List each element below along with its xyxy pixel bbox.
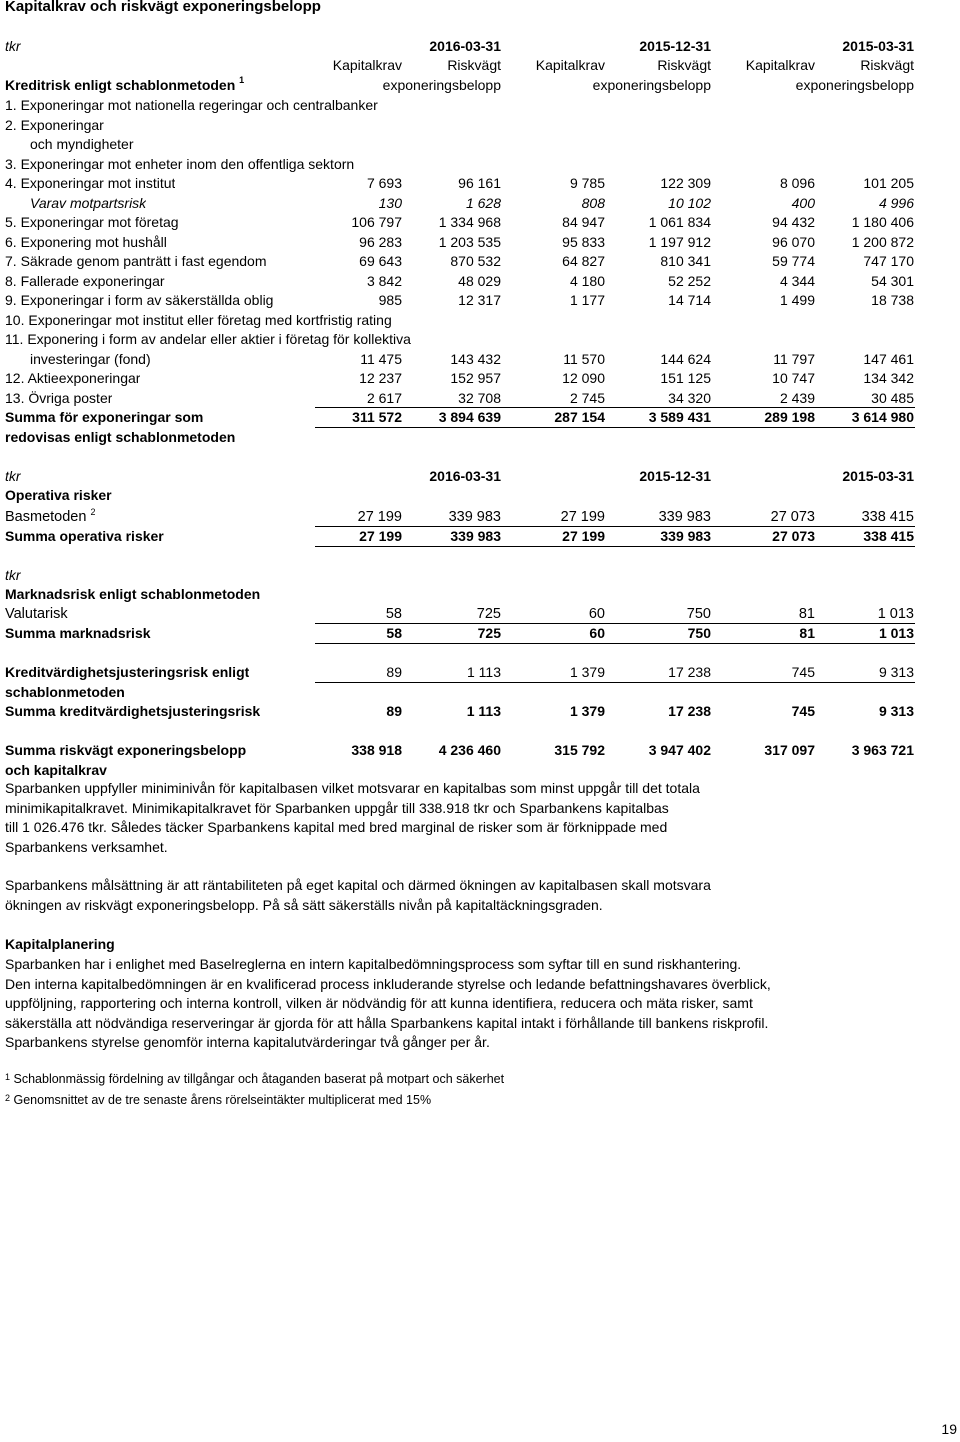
market-section-row (0, 584, 960, 604)
table-cell: 8 096 (779, 175, 815, 191)
credit-sum-label: Summa för exponeringar som (5, 409, 204, 425)
table-cell: 1 628 (465, 194, 501, 211)
table-cell: 2 617 (366, 389, 402, 406)
oper-row-label: Basmetoden $^2$ (5, 507, 96, 525)
table-cell: 11 570 (563, 350, 605, 367)
table-cell: 339 983 (450, 528, 501, 544)
table-cell: 317 097 (764, 742, 815, 758)
table-cell: 27 199 (560, 509, 605, 525)
table-row (0, 310, 960, 330)
unit-label: tkr (5, 567, 21, 583)
col-riskvagt: Riskvägt (447, 57, 501, 73)
divider (315, 407, 915, 408)
table-row (0, 115, 960, 135)
table-row (0, 349, 960, 369)
oper-header (0, 466, 960, 486)
table-cell: 1 177 (569, 292, 605, 308)
cva-sum-label: Summa kreditvärdighetsjusteringsrisk (5, 703, 261, 719)
table-cell: 27 073 (772, 528, 815, 544)
oper-section-label: Operativa risker (5, 487, 112, 503)
credit-header-cols (0, 55, 960, 75)
table-cell: 1 113 (466, 703, 501, 719)
cva-row-2 (0, 682, 960, 702)
row-label: 11. Exponering i form av andelar eller aktier i företag för kollektiva (5, 331, 411, 347)
table-cell: 808 (581, 194, 605, 211)
table-cell: 18 738 (871, 292, 914, 308)
table-cell: 10 747 (772, 370, 815, 386)
date-2015-12: 2015-12-31 (639, 38, 711, 54)
table-cell: 725 (476, 606, 501, 622)
table-cell: 9 313 (878, 664, 914, 680)
date-2016: 2016-03-31 (429, 38, 501, 54)
date-2015-12: 2015-12-31 (639, 468, 711, 484)
table-cell: 58 (385, 606, 402, 622)
table-cell: 96 161 (458, 175, 501, 191)
table-cell: 1 200 872 (851, 233, 914, 250)
divider (315, 643, 915, 644)
table-cell: 339 983 (448, 509, 501, 525)
table-cell: 89 (386, 664, 402, 680)
table-cell: 27 199 (357, 509, 402, 525)
table-cell: 34 320 (668, 389, 711, 406)
table-row (0, 212, 960, 232)
table-cell: 134 342 (863, 370, 914, 386)
market-section-label: Marknadsrisk enligt schablonmetoden (5, 586, 261, 602)
oper-section-row (0, 485, 960, 505)
table-cell: 59 774 (772, 253, 815, 269)
table-cell: 725 (477, 625, 501, 641)
row-label: 2. Exponeringar (5, 116, 104, 133)
table-row (0, 271, 960, 291)
row-label: 1. Exponeringar mot nationella regeringar och centralbanker (5, 97, 378, 113)
table-cell: 315 792 (554, 742, 605, 758)
table-cell: 1 203 535 (438, 233, 501, 250)
row-label: 8. Fallerade exponeringar (5, 272, 165, 289)
footnote-2: $^2$ Genomsnittet av de tre senaste årens rörelseintäkter multiplicerat med 15% (5, 1093, 432, 1107)
table-cell: 2 439 (779, 389, 815, 406)
table-cell: 122 309 (660, 175, 711, 191)
total-row (0, 740, 960, 760)
section-heading-kapitalplanering: Kapitalplanering (5, 936, 115, 952)
table-row (0, 193, 960, 213)
table-cell: 27 199 (562, 528, 605, 544)
col-exponeringsbelopp: exponeringsbelopp (795, 77, 914, 93)
oper-sum-label: Summa operativa risker (5, 528, 164, 544)
credit-header-dates (0, 36, 960, 56)
table-cell: 9 785 (569, 175, 605, 191)
table-cell: 96 070 (772, 233, 815, 250)
table-row (0, 95, 960, 115)
cva-sum-row (0, 701, 960, 721)
date-2015-03: 2015-03-31 (842, 468, 914, 484)
table-cell: 1 334 968 (438, 214, 501, 230)
credit-sum-label-2: redovisas enligt schablonmetoden (5, 429, 236, 445)
paragraph-2: Sparbankens målsättning är att räntabiliteten på eget kapital och därmed ökningen av kapitalbasen skall motsvara ökningen av riskvägt exponeringsbelopp. På så sätt säkerställs nivån på kapitaltäckningsgraden. (5, 877, 711, 913)
page-number: 19 (941, 1421, 957, 1437)
col-kapitalkrav: Kapitalkrav (745, 57, 815, 73)
table-cell: 1 061 834 (648, 214, 711, 230)
market-sum-label: Summa marknadsrisk (5, 625, 151, 641)
table-cell: 106 797 (351, 214, 402, 230)
table-cell: 338 918 (351, 742, 402, 758)
date-2015-03: 2015-03-31 (842, 38, 914, 54)
table-cell: 7 693 (366, 175, 402, 191)
table-cell: 12 317 (458, 292, 501, 308)
table-cell: 3 963 721 (851, 742, 914, 758)
table-cell: 54 301 (871, 272, 914, 289)
table-cell: 58 (386, 625, 402, 641)
table-cell: 32 708 (458, 389, 501, 406)
table-cell: 985 (378, 292, 402, 308)
table-row (0, 134, 960, 154)
table-cell: 4 180 (569, 272, 605, 289)
table-cell: 143 432 (450, 350, 501, 367)
market-sum-row (0, 623, 960, 643)
row-label: investeringar (fond) (30, 350, 151, 367)
table-cell: 1 013 (877, 606, 914, 622)
row-label: 7. Säkrade genom panträtt i fast egendom (5, 253, 267, 269)
row-label: 13. Övriga poster (5, 389, 113, 406)
credit-sum-row (0, 407, 960, 427)
table-cell: 289 198 (764, 409, 815, 425)
row-label: 10. Exponeringar mot institut eller företag med kortfristig rating (5, 311, 392, 328)
table-cell: 870 532 (450, 253, 501, 269)
market-row-label: Valutarisk (5, 606, 68, 622)
table-cell: 1 379 (569, 703, 605, 719)
total-label-2: och kapitalkrav (5, 762, 107, 778)
row-label: Varav motpartsrisk (30, 194, 147, 211)
total-label: Summa riskvägt exponeringsbelopp (5, 742, 247, 758)
table-cell: 1 180 406 (851, 214, 914, 230)
col-kapitalkrav: Kapitalkrav (535, 57, 605, 73)
table-cell: 339 983 (660, 528, 711, 544)
credit-section-row (0, 75, 960, 95)
table-cell: 151 125 (660, 370, 711, 386)
row-label: 6. Exponering mot hushåll (5, 233, 167, 250)
table-cell: 69 643 (359, 253, 402, 269)
table-cell: 745 (791, 664, 815, 680)
table-cell: 11 475 (360, 350, 402, 367)
table-cell: 339 983 (658, 509, 711, 525)
table-row (0, 232, 960, 252)
paragraph-3: Sparbanken har i enlighet med Baselreglerna en intern kapitalbedömningsprocess som syftar till en sund riskhantering. Den interna kapitalbedömningen är en kvalificerad process inkluderande styrelse och ledande befattningshavares överblick, uppföljning, rapportering och interna kontroll, vilken är nödvändig för att kunna identifiera, reducera och mäta risker, samt säkerställa att nödvändiga reserveringar är gjorda för att hålla Sparbankens kapital intakt i förhållande till bankens riskprofil. Sparbankens styrelse genomför interna kapitalutvärderingar två gånger per år. (5, 956, 771, 1050)
table-cell: 12 237 (359, 370, 402, 386)
table-cell: 3 614 980 (851, 409, 914, 425)
table-row (0, 388, 960, 408)
table-cell: 130 (378, 194, 402, 211)
table-row (0, 329, 960, 349)
row-label: och myndigheter (30, 136, 134, 152)
table-cell: 89 (386, 703, 402, 719)
table-cell: 94 432 (772, 214, 815, 230)
cva-label: Kreditvärdighetsjusteringsrisk enligt (5, 664, 250, 680)
oper-sum-row (0, 526, 960, 546)
table-cell: 810 341 (660, 253, 711, 269)
col-exponeringsbelopp: exponeringsbelopp (592, 77, 711, 93)
table-cell: 144 624 (660, 350, 711, 367)
market-unit-row (0, 565, 960, 585)
table-cell: 4 996 (878, 194, 914, 211)
table-cell: 1 113 (467, 664, 501, 680)
table-cell: 3 842 (366, 272, 402, 289)
table-row (0, 251, 960, 271)
row-label: 12. Aktieexponeringar (5, 370, 141, 386)
table-cell: 81 (799, 625, 815, 641)
unit-label: tkr (5, 38, 21, 54)
table-row (0, 290, 960, 310)
table-cell: 27 199 (359, 528, 402, 544)
table-cell: 17 238 (668, 664, 711, 680)
table-cell: 1 013 (878, 625, 914, 641)
table-cell: 60 (588, 606, 605, 622)
table-cell: 3 947 402 (648, 742, 711, 758)
oper-row (0, 507, 960, 527)
col-riskvagt: Riskvägt (860, 57, 914, 73)
page-title: Kapitalkrav och riskvägt exponeringsbelopp (5, 0, 321, 15)
table-cell: 10 102 (668, 194, 711, 211)
date-2016: 2016-03-31 (429, 468, 501, 484)
table-cell: 311 572 (352, 409, 402, 425)
market-row (0, 604, 960, 624)
footnote-1: $^1$ Schablonmässig fördelning av tillgångar och åtaganden baserat på motpart och säkerhet (5, 1072, 505, 1086)
table-cell: 95 833 (562, 233, 605, 250)
table-cell: 400 (791, 194, 815, 211)
table-cell: 147 461 (863, 350, 914, 367)
paragraph-1: Sparbanken uppfyller miniminivån för kapitalbasen vilket motsvarar en kapitalbas som minst uppgår till det totala minimikapitalkravet. Minimikapitalkravet för Sparbanken uppgår till 338.918 tkr och Sparbankens kapitalbas till 1 026.476 tkr. Således täcker Sparbankens kapital med bred marginal de risker som är förknippade med Sparbankens verksamhet. (5, 780, 700, 855)
cva-label-2: schablonmetoden (5, 684, 125, 700)
row-label: 5. Exponeringar mot företag (5, 214, 179, 230)
table-cell: 60 (589, 625, 605, 641)
row-label: 4. Exponeringar mot institut (5, 175, 176, 191)
table-cell: 81 (798, 606, 815, 622)
credit-sum-row-2 (0, 427, 960, 447)
table-row (0, 173, 960, 193)
table-cell: 338 415 (863, 528, 914, 544)
table-cell: 4 344 (779, 272, 815, 289)
col-exponeringsbelopp: exponeringsbelopp (382, 77, 501, 93)
table-cell: 9 313 (878, 703, 914, 719)
table-cell: 52 252 (668, 272, 711, 289)
table-cell: 101 205 (863, 175, 914, 191)
table-cell: 30 485 (871, 389, 914, 406)
credit-section-label: Kreditrisk enligt schablonmetoden $^1$ (5, 75, 245, 93)
table-cell: 152 957 (450, 370, 501, 386)
row-label: 9. Exponeringar i form av säkerställda oblig (5, 292, 274, 308)
table-cell: 12 090 (562, 370, 605, 386)
table-cell: 96 283 (359, 233, 402, 250)
table-cell: 2 745 (569, 389, 605, 406)
table-cell: 338 415 (861, 509, 914, 525)
cva-row (0, 662, 960, 682)
table-cell: 11 797 (773, 350, 815, 367)
table-cell: 745 (791, 703, 815, 719)
table-row (0, 154, 960, 174)
table-cell: 3 589 431 (648, 409, 711, 425)
col-kapitalkrav: Kapitalkrav (332, 57, 402, 73)
row-label: 3. Exponeringar mot enheter inom den offentliga sektorn (5, 155, 355, 172)
divider (315, 546, 915, 547)
table-cell: 48 029 (458, 272, 501, 289)
table-cell: 750 (687, 625, 711, 641)
table-row (0, 368, 960, 388)
total-row-2 (0, 760, 960, 780)
table-cell: 1 379 (569, 664, 605, 680)
table-cell: 4 236 460 (438, 742, 501, 758)
table-cell: 14 714 (668, 292, 711, 308)
table-cell: 84 947 (562, 214, 605, 230)
table-cell: 287 154 (554, 409, 605, 425)
table-cell: 750 (686, 606, 711, 622)
table-cell: 747 170 (863, 253, 914, 269)
table-cell: 1 499 (779, 292, 815, 308)
table-cell: 27 073 (770, 509, 815, 525)
table-cell: 17 238 (668, 703, 711, 719)
unit-label: tkr (5, 468, 21, 484)
table-cell: 64 827 (562, 253, 605, 269)
table-cell: 1 197 912 (648, 233, 711, 250)
col-riskvagt: Riskvägt (657, 57, 711, 73)
table-cell: 3 894 639 (438, 409, 501, 425)
